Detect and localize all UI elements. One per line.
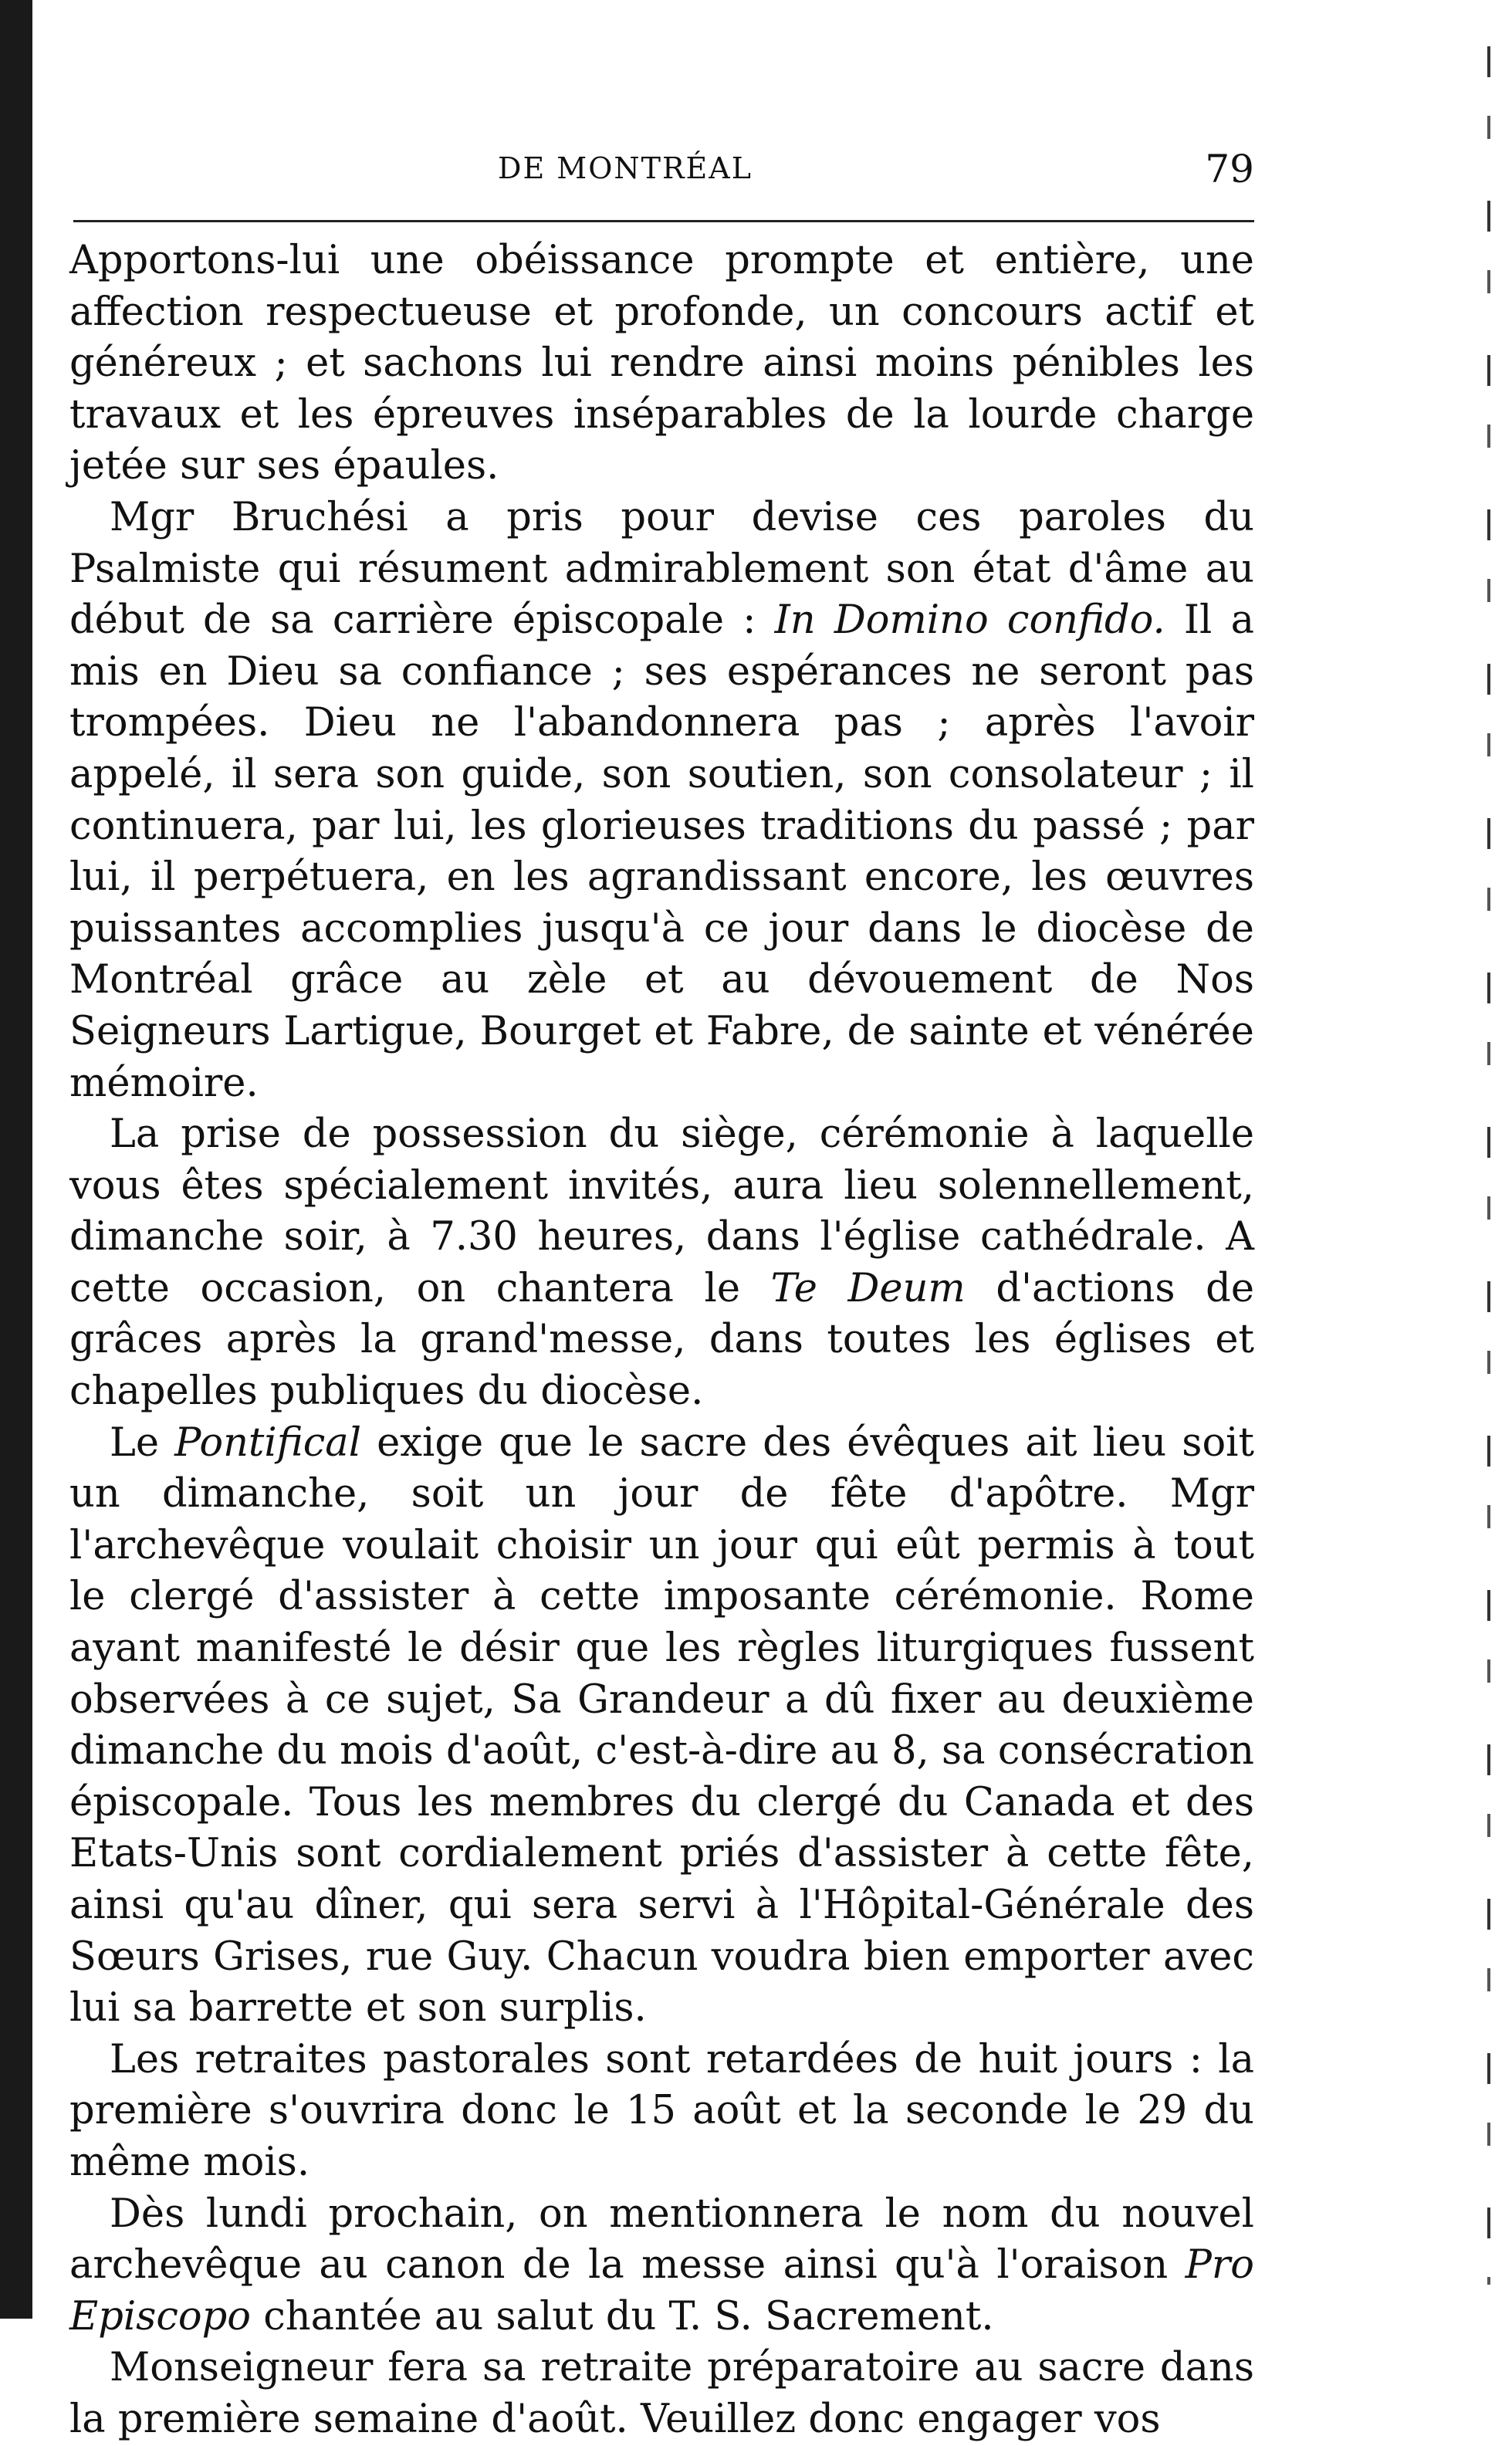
paragraph <box>69 2189 1254 2343</box>
text-span: Il a mis en Dieu sa confiance ; ses espérances ne seront pas trompées. Dieu ne l'abandonnera pas ; après l'avoir appelé, il sera son guide, son soutien, son consolateur ; il continuera, par lui, les glorieuses traditions du passé ; par lui, il perpétuera, en les agrandissant encore, les œuvres puissantes accomplies jusqu'à ce jour dans le diocèse de Montréal grâce au zèle et au dévouement de Nos Seigneurs Lartigue, Bourget et Fabre, de sainte et vénérée mémoire. <box>69 597 1254 1106</box>
text-span: Monseigneur fera sa retraite préparatoire au sacre dans la première semaine d'août. Veuillez donc engager vos <box>69 2345 1254 2442</box>
page-number: 79 <box>1205 147 1254 191</box>
paragraph <box>69 235 1254 492</box>
text-span: exige que le sacre des évêques ait lieu soit un dimanche, soit un jour de fête d'apôtre. Mgr l'archevêque voulait choisir un jour qui eût permis à tout le clergé d'assister à cette imposante cérémonie. Rome ayant manifesté le désir que les règles liturgiques fussent observées à ce sujet, Sa Grandeur a dû fixer au deuxième dimanche du mois d'août, c'est-à-dire au 8, sa consécration épiscopale. Tous les membres du clergé du Canada et des Etats-Unis sont cordialement priés d'assister à cette fête, ainsi qu'au dîner, qui sera servi à l'Hôpital-Générale des Sœurs Grises, rue Guy. Chacun voudra bien emporter avec lui sa barrette et son surplis. <box>69 1419 1254 2032</box>
paragraph <box>69 492 1254 1109</box>
text-span: Mgr Bruchési a pris pour devise ces paroles du Psalmiste qui résument admirablement son état d'âme au début de sa carrière épiscopale : <box>69 494 1254 644</box>
paragraph <box>69 2343 1254 2445</box>
text-span: d'actions de grâces après la grand'messe, dans toutes les églises et chapelles publiques du diocèse. <box>69 1265 1255 1415</box>
italic-span: Te Deum <box>770 1265 966 1311</box>
scan-edge-right <box>1487 46 1490 2285</box>
text-span: chantée au salut du T. S. Sacrement. <box>250 2293 994 2339</box>
text-span: Les retraites pastorales sont retardées de huit jours : la première s'ouvrira donc le 15 août et la seconde le 29 du même mois. <box>69 2036 1254 2185</box>
italic-span: Pro Episcopo <box>69 2242 1254 2339</box>
italic-span: Pontifical <box>174 1419 362 1466</box>
text-span: Apportons-lui une obéissance prompte et entière, une affection respectueuse et profonde, un concours actif et généreux ; et sachons lui rendre ainsi moins pénibles les travaux et les épreuves inséparables de la lourde charge jetée sur ses épaules. <box>69 238 1254 489</box>
italic-span: In Domino confido. <box>774 597 1165 644</box>
text-span: La prise de possession du siège, cérémonie à laquelle vous êtes spécialement invités, aura lieu solennellement, dimanche soir, à 7.30 heures, dans l'église cathédrale. A cette occasion, on chantera le <box>69 1111 1254 1311</box>
text-span: Dès lundi prochain, on mentionnera le nom du nouvel archevêque au canon de la messe ainsi qu'à l'oraison <box>69 2191 1254 2289</box>
scan-edge-left <box>0 0 32 2319</box>
paragraph <box>69 1418 1254 2035</box>
running-title: DE MONTRÉAL <box>498 151 753 185</box>
paragraph <box>69 1109 1254 1418</box>
page-header <box>73 147 1254 208</box>
text-span: Le <box>110 1419 175 1466</box>
header-rule <box>73 220 1254 222</box>
body-text <box>69 235 1254 2446</box>
paragraph <box>69 2035 1254 2189</box>
